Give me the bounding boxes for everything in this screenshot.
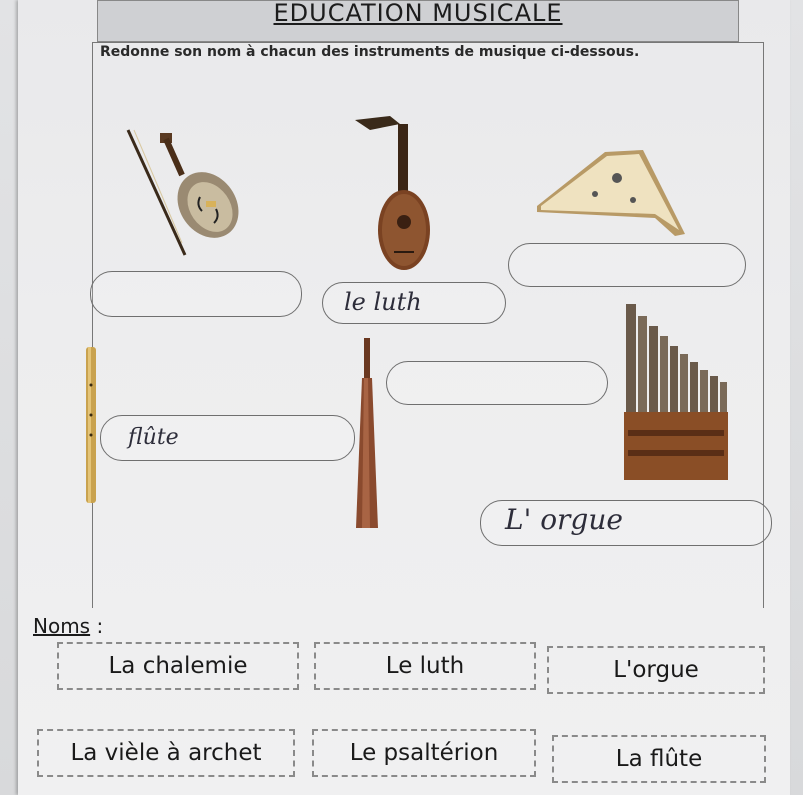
orgue-image bbox=[620, 300, 730, 482]
answer-box-psalterion[interactable] bbox=[508, 243, 746, 287]
answer-box-viele[interactable] bbox=[90, 271, 302, 317]
answer-luth-text: le luth bbox=[344, 288, 422, 316]
psalterion-image bbox=[535, 148, 695, 238]
name-card-orgue[interactable]: L'orgue bbox=[547, 646, 765, 694]
name-card-luth[interactable]: Le luth bbox=[314, 642, 536, 690]
answer-box-chalemie[interactable] bbox=[386, 361, 608, 405]
viele-a-archet-image bbox=[120, 125, 250, 265]
luth-image bbox=[350, 112, 450, 272]
answer-orgue-text: L' orgue bbox=[505, 503, 623, 536]
noms-heading: Noms bbox=[33, 614, 91, 638]
name-card-chalemie[interactable]: La chalemie bbox=[57, 642, 299, 690]
page-title: EDUCATION MUSICALE bbox=[273, 0, 563, 27]
name-card-psalterion[interactable]: Le psaltérion bbox=[312, 729, 536, 777]
noms-label bbox=[33, 614, 103, 638]
name-card-flute[interactable]: La flûte bbox=[552, 735, 766, 783]
title-box bbox=[97, 0, 739, 42]
instructions: Redonne son nom à chacun des instruments de musique ci-dessous. bbox=[100, 44, 640, 60]
answer-flute-text: flûte bbox=[128, 425, 179, 450]
name-card-viele[interactable]: La vièle à archet bbox=[37, 729, 295, 777]
noms-colon: : bbox=[96, 614, 104, 638]
chalemie-image bbox=[352, 338, 382, 530]
